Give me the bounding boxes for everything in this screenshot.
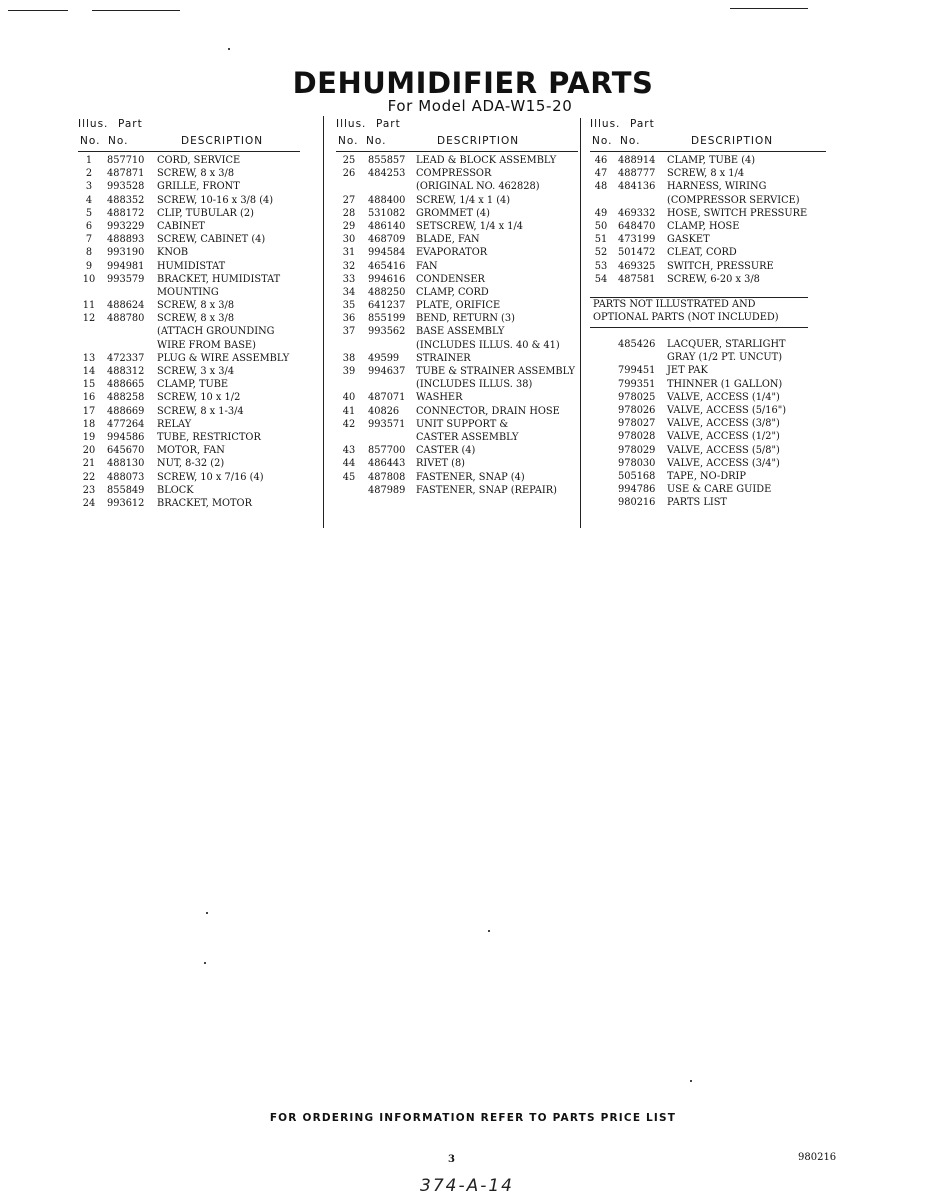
part-description: (ORIGINAL NO. 462828) [416, 181, 540, 193]
scan-speck [488, 930, 490, 932]
page-subtitle: For Model ADA-W15-20 [387, 97, 573, 115]
part-no-label: No. [366, 135, 387, 147]
part-number: 486140 [368, 220, 406, 232]
illus-number: 13 [82, 352, 96, 364]
illus-number: 53 [594, 260, 608, 272]
part-number: 978028 [618, 431, 656, 443]
part-description: STRAINER [416, 352, 471, 364]
header-rule [590, 151, 826, 152]
part-number: 477264 [107, 418, 145, 430]
part-number: 641237 [368, 300, 406, 312]
part-number: 487581 [618, 273, 656, 285]
part-description: (COMPRESSOR SERVICE) [667, 194, 800, 206]
part-number: 531082 [368, 207, 406, 219]
illus-number: 11 [82, 300, 96, 312]
part-number: 469325 [618, 260, 656, 272]
illus-label: Illus. [78, 118, 109, 130]
part-description: EVAPORATOR [416, 247, 488, 259]
part-description: RIVET (8) [416, 458, 465, 470]
part-description: VALVE, ACCESS (5/16") [667, 404, 787, 416]
illus-number: 14 [82, 366, 96, 377]
part-description: BEND, RETURN (3) [416, 313, 515, 325]
part-number: 486443 [368, 458, 406, 470]
illus-number: 6 [85, 220, 93, 232]
part-number: 993579 [107, 273, 145, 285]
part-description: SCREW, 3 x 3/4 [157, 366, 235, 377]
part-description: CLAMP, TUBE (4) [667, 155, 756, 166]
part-number: 993562 [368, 326, 406, 338]
part-number: 488400 [368, 194, 406, 206]
part-number: 488893 [107, 234, 145, 246]
illus-number: 31 [342, 247, 356, 259]
part-description: CABINET [157, 220, 205, 232]
part-number: 488352 [107, 194, 145, 206]
illus-number: 23 [82, 484, 96, 496]
part-description: SCREW, CABINET (4) [157, 234, 266, 246]
part-description: HUMIDISTAT [157, 260, 226, 272]
illus-label: Illus. [590, 118, 621, 130]
illus-number: 47 [594, 168, 608, 180]
part-number: 484253 [368, 168, 406, 180]
illus-number: 32 [342, 260, 356, 272]
top-scan-mark-2 [92, 10, 180, 11]
top-scan-mark-3 [730, 8, 808, 9]
part-description: CORD, SERVICE [157, 155, 241, 166]
part-number: 472337 [107, 352, 145, 364]
description-label: DESCRIPTION [181, 135, 264, 147]
part-number: 488669 [107, 405, 145, 417]
part-description: THINNER (1 GALLON) [667, 378, 783, 390]
part-description: PLUG & WIRE ASSEMBLY [157, 352, 290, 364]
part-number: 488312 [107, 366, 145, 377]
part-description: SCREW, 8 x 3/8 [157, 313, 235, 325]
illus-number: 54 [594, 273, 608, 285]
part-description: SCREW, 8 x 1/4 [667, 168, 745, 180]
part-description: PARTS LIST [667, 497, 727, 509]
part-number: 488777 [618, 168, 656, 180]
part-label: Part [376, 118, 401, 130]
illus-number: 3 [85, 181, 93, 193]
part-no-label: No. [620, 135, 641, 147]
section-rule-bottom [590, 327, 808, 328]
part-number: 645670 [107, 445, 145, 457]
part-description: WASHER [416, 392, 463, 404]
illus-number: 39 [342, 366, 356, 377]
part-description: SCREW, 6-20 x 3/8 [667, 273, 760, 285]
description-label: DESCRIPTION [437, 135, 520, 147]
part-number: 994586 [107, 431, 145, 443]
illus-number: 44 [342, 458, 356, 470]
column-divider-2 [580, 118, 581, 528]
part-description: SCREW, 8 x 3/8 [157, 300, 235, 312]
illus-number: 22 [82, 471, 96, 483]
part-description: CASTER ASSEMBLY [416, 431, 519, 443]
illus-number: 38 [342, 352, 356, 364]
part-number: 488914 [618, 155, 656, 166]
page-number: 3 [448, 1154, 455, 1165]
part-number: 993190 [107, 247, 145, 259]
part-description: FASTENER, SNAP (4) [416, 471, 525, 483]
illus-number: 36 [342, 313, 356, 325]
part-description: (INCLUDES ILLUS. 38) [416, 379, 533, 391]
part-number: 993612 [107, 497, 145, 509]
part-number: 485426 [618, 339, 656, 350]
part-description: FASTENER, SNAP (REPAIR) [416, 484, 557, 496]
part-number: 488250 [368, 286, 406, 298]
part-number: 978029 [618, 444, 656, 456]
part-number: 855199 [368, 313, 406, 325]
part-description: GASKET [667, 234, 710, 246]
illus-number: 29 [342, 220, 356, 232]
illus-number: 37 [342, 326, 356, 338]
part-number: 487989 [368, 484, 406, 496]
part-description: SCREW, 10 x 1/2 [157, 392, 241, 404]
part-description: GRAY (1/2 PT. UNCUT) [667, 352, 783, 364]
scan-speck [206, 912, 208, 914]
part-description: COMPRESSOR [416, 168, 492, 180]
part-description: SCREW, 10 x 7/16 (4) [157, 471, 264, 483]
part-number: 994616 [368, 273, 406, 285]
part-number: 978030 [618, 457, 656, 469]
illus-number: 43 [342, 445, 356, 457]
part-no-label: No. [108, 135, 129, 147]
part-number: 505168 [618, 470, 656, 482]
part-number: 648470 [618, 220, 656, 232]
part-description: CONDENSER [416, 273, 485, 285]
part-description: VALVE, ACCESS (3/8") [667, 418, 780, 430]
part-description: HARNESS, WIRING [667, 181, 767, 193]
part-number: 993571 [368, 418, 406, 430]
part-number: 465416 [368, 260, 406, 272]
illus-number: 40 [342, 392, 356, 404]
illus-number: 5 [85, 207, 93, 219]
part-number: 994637 [368, 366, 406, 377]
part-number: 488780 [107, 313, 145, 325]
document-number: 980216 [798, 1152, 837, 1163]
part-label: Part [630, 118, 655, 130]
illus-number: 8 [85, 247, 93, 259]
part-description: TUBE & STRAINER ASSEMBLY [416, 366, 575, 377]
part-number: 487871 [107, 168, 145, 180]
part-description: VALVE, ACCESS (1/2") [667, 431, 780, 443]
part-description: WIRE FROM BASE) [157, 339, 256, 351]
part-number: 978026 [618, 404, 656, 416]
part-number: 994786 [618, 484, 656, 496]
part-description: KNOB [157, 247, 189, 259]
part-description: BASE ASSEMBLY [416, 326, 505, 338]
part-number: 980216 [618, 497, 656, 509]
illus-number: 41 [342, 405, 356, 417]
part-description: USE & CARE GUIDE [667, 484, 772, 496]
scan-speck [204, 962, 206, 964]
scan-speck [690, 1080, 692, 1082]
illus-number: 33 [342, 273, 356, 285]
illus-number: 28 [342, 207, 356, 219]
part-description: VALVE, ACCESS (3/4") [667, 457, 780, 469]
illus-number: 7 [85, 234, 93, 246]
illus-number: 42 [342, 418, 356, 430]
part-number: 488130 [107, 458, 145, 470]
part-description: PLATE, ORIFICE [416, 300, 501, 312]
part-number: 488172 [107, 207, 145, 219]
illus-number: 30 [342, 234, 356, 246]
part-number: 799451 [618, 365, 656, 377]
part-description: RELAY [157, 418, 192, 430]
part-description: VALVE, ACCESS (1/4") [667, 391, 780, 403]
column-divider-1 [323, 116, 324, 528]
part-description: SCREW, 10-16 x 3/8 (4) [157, 194, 274, 206]
part-description: VALVE, ACCESS (5/8") [667, 444, 780, 456]
illus-number: 17 [82, 405, 96, 417]
part-description: TAPE, NO-DRIP [667, 470, 747, 482]
illus-number: 21 [82, 458, 96, 470]
part-number: 488073 [107, 471, 145, 483]
top-scan-mark-1 [8, 10, 68, 11]
header-rule [336, 151, 578, 152]
illus-number: 52 [594, 247, 608, 259]
illus-label: Illus. [336, 118, 367, 130]
part-description: SWITCH, PRESSURE [667, 260, 774, 272]
part-description: CLAMP, TUBE [157, 379, 229, 391]
part-number: 487808 [368, 471, 406, 483]
part-number: 799351 [618, 378, 656, 390]
part-description: LACQUER, STARLIGHT [667, 339, 786, 350]
part-number: 994584 [368, 247, 406, 259]
part-description: SCREW, 1/4 x 1 (4) [416, 194, 511, 206]
part-number: 488665 [107, 379, 145, 391]
part-number: 993229 [107, 220, 145, 232]
part-description: CLEAT, CORD [667, 247, 737, 259]
illus-number: 50 [594, 220, 608, 232]
illus-no-label: No. [80, 135, 101, 147]
part-description: GROMMET (4) [416, 207, 490, 219]
part-description: BLADE, FAN [416, 234, 480, 246]
part-description: CLAMP, CORD [416, 286, 489, 298]
illus-number: 20 [82, 445, 96, 457]
illus-number: 34 [342, 286, 356, 298]
part-number: 469332 [618, 207, 656, 219]
part-description: LEAD & BLOCK ASSEMBLY [416, 155, 557, 166]
illus-number: 1 [85, 155, 93, 166]
ordering-note: FOR ORDERING INFORMATION REFER TO PARTS PRICE LIST [269, 1112, 677, 1124]
section-title-line-1: PARTS NOT ILLUSTRATED AND [593, 299, 756, 310]
part-number: 40826 [368, 405, 400, 417]
part-number: 993528 [107, 181, 145, 193]
part-description: JET PAK [667, 365, 708, 377]
illus-number: 4 [85, 194, 93, 206]
scan-speck [228, 48, 230, 50]
part-description: (INCLUDES ILLUS. 40 & 41) [416, 339, 560, 351]
section-title-line-2: OPTIONAL PARTS (NOT INCLUDED) [593, 312, 779, 323]
part-number: 473199 [618, 234, 656, 246]
page-title: DEHUMIDIFIER PARTS [292, 66, 654, 100]
illus-number: 24 [82, 497, 96, 509]
part-number: 978025 [618, 391, 656, 403]
part-description: BLOCK [157, 484, 194, 496]
illus-number: 49 [594, 207, 608, 219]
part-description: UNIT SUPPORT & [416, 418, 509, 430]
part-description: GRILLE, FRONT [157, 181, 240, 193]
part-description: BRACKET, MOTOR [157, 497, 252, 509]
illus-number: 19 [82, 431, 96, 443]
part-description: CLAMP, HOSE [667, 220, 740, 232]
part-description: MOUNTING [157, 286, 219, 298]
part-description: SCREW, 8 x 3/8 [157, 168, 235, 180]
part-description: CLIP, TUBULAR (2) [157, 207, 254, 219]
part-description: MOTOR, FAN [157, 445, 225, 457]
part-number: 488624 [107, 300, 145, 312]
illus-number: 35 [342, 300, 356, 312]
illus-number: 15 [82, 379, 96, 391]
illus-number: 26 [342, 168, 356, 180]
part-description: SETSCREW, 1/4 x 1/4 [416, 220, 524, 232]
illus-number: 2 [85, 168, 93, 180]
illus-number: 18 [82, 418, 96, 430]
part-description: SCREW, 8 x 1-3/4 [157, 405, 244, 417]
part-number: 484136 [618, 181, 656, 193]
illus-number: 51 [594, 234, 608, 246]
illus-no-label: No. [338, 135, 359, 147]
part-number: 855857 [368, 155, 406, 166]
header-rule [78, 151, 300, 152]
part-label: Part [118, 118, 143, 130]
part-number: 468709 [368, 234, 406, 246]
part-number: 487071 [368, 392, 406, 404]
illus-number: 46 [594, 155, 608, 166]
part-description: HOSE, SWITCH PRESSURE [667, 207, 808, 219]
illus-no-label: No. [592, 135, 613, 147]
part-description: NUT, 8-32 (2) [157, 458, 225, 470]
illus-number: 9 [85, 260, 93, 272]
part-description: (ATTACH GROUNDING [157, 326, 275, 338]
part-description: BRACKET, HUMIDISTAT [157, 273, 281, 285]
part-number: 978027 [618, 418, 656, 430]
part-number: 855849 [107, 484, 145, 496]
part-number: 994981 [107, 260, 145, 272]
part-number: 501472 [618, 247, 656, 259]
description-label: DESCRIPTION [691, 135, 774, 147]
part-description: FAN [416, 260, 438, 272]
part-description: CASTER (4) [416, 445, 476, 457]
illus-number: 12 [82, 313, 96, 325]
illus-number: 48 [594, 181, 608, 193]
illus-number: 16 [82, 392, 96, 404]
illus-number: 45 [342, 471, 356, 483]
part-number: 49599 [368, 352, 400, 364]
part-number: 857700 [368, 445, 406, 457]
handwritten-note: 374-A-14 [420, 1176, 514, 1196]
part-number: 488258 [107, 392, 145, 404]
part-number: 857710 [107, 155, 145, 166]
illus-number: 25 [342, 155, 356, 166]
part-description: CONNECTOR, DRAIN HOSE [416, 405, 560, 417]
illus-number: 10 [82, 273, 96, 285]
illus-number: 27 [342, 194, 356, 206]
part-description: TUBE, RESTRICTOR [157, 431, 261, 443]
